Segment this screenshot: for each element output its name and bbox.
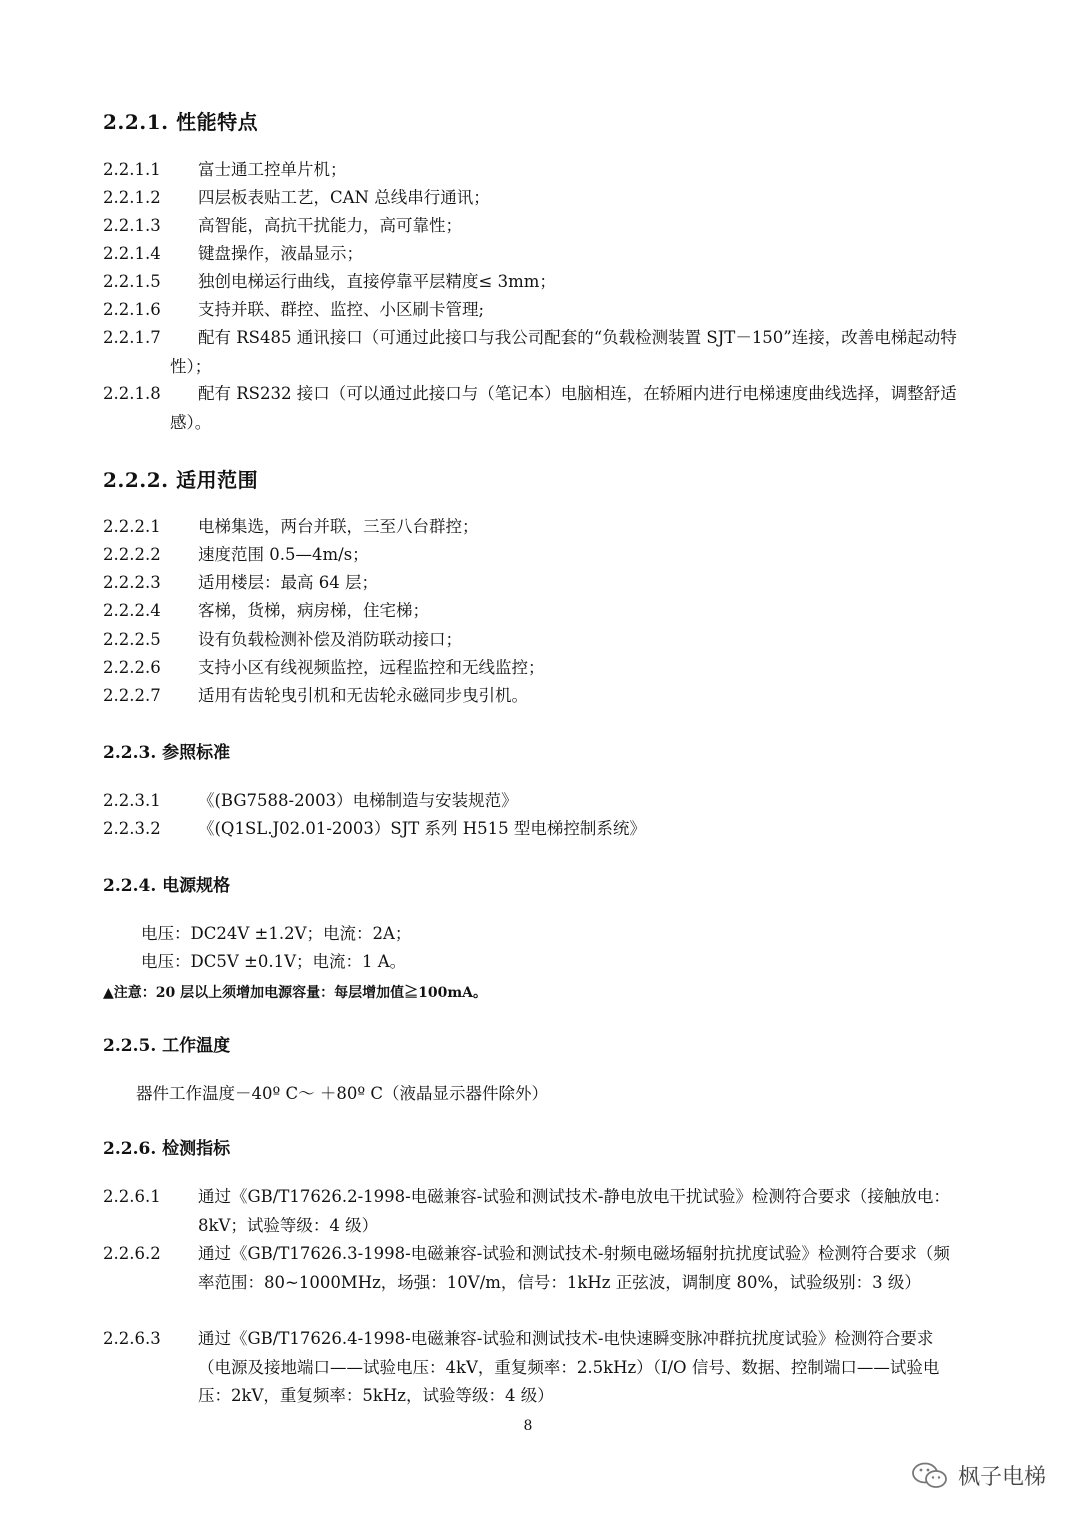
power-spec-line: 电压：DC24V ±1.2V；电流：2A； [141,924,412,943]
list-item: 2.2.1.1 富士通工控单片机； [103,160,347,179]
list-item: 2.2.1.6 支持并联、群控、监控、小区刷卡管理; [103,300,485,319]
list-item: 2.2.2.2 速度范围 0.5—4m/s； [103,545,369,564]
list-item: 2.2.1.3 高智能，高抗干扰能力，高可靠性； [103,216,462,235]
list-item: 2.2.6.2 通过《GB/T17626.3-1998-电磁兼容-试验和测试技术-射频电磁场辐射抗扰度试验》检测符合要求（频率范围：80~1000MHz，场强：10V/m，信号：1kHz 正弦波，调制度 80%，试验级别：3 级） [103,1244,950,1292]
list-item: 2.2.3.2 《(Q1SL.J02.01-2003）SJT 系列 H515 型电梯控制系统》 [103,819,646,838]
list-item: 2.2.2.7 适用有齿轮曳引机和无齿轮永磁同步曳引机。 [103,686,528,705]
section-heading-2-2-6: 2.2.6. 检测指标 [103,1139,231,1159]
section-heading-2-2-5: 2.2.5. 工作温度 [103,1036,231,1056]
power-spec-line: 电压：DC5V ±0.1V；电流：1 A。 [141,952,407,971]
watermark [910,1460,1046,1491]
list-item: 2.2.1.2 四层板表贴工艺，CAN 总线串行通讯； [103,188,490,207]
list-item: 2.2.1.8 配有 RS232 接口（可以通过此接口与（笔记本）电脑相连，在轿厢内进行电梯速度曲线选择，调整舒适感）。 [103,384,957,432]
list-item: 2.2.2.6 支持小区有线视频监控，远程监控和无线监控； [103,658,545,677]
list-item: 2.2.2.1 电梯集选，两台并联，三至八台群控； [103,517,479,536]
list-item: 2.2.2.4 客梯，货梯，病房梯，住宅梯； [103,601,429,620]
list-item: 2.2.6.1 通过《GB/T17626.2-1998-电磁兼容-试验和测试技术-静电放电干扰试验》检测符合要求（接触放电：8kV；试验等级：4 级） [103,1187,950,1235]
temperature-line: 器件工作温度－40º C～ ＋80º C（液晶显示器件除外） [136,1084,548,1103]
list-item: 2.2.2.5 设有负载检测补偿及消防联动接口； [103,630,462,649]
power-note: ▲注意：20 层以上须增加电源容量：每层增加值≧100mA。 [103,985,488,1001]
wechat-icon [910,1461,950,1491]
section-heading-2-2-3: 2.2.3. 参照标准 [103,743,231,763]
watermark-text: 枫子电梯 [957,1465,1046,1490]
list-item: 2.2.2.3 适用楼层：最高 64 层； [103,573,378,592]
list-item: 2.2.6.3 通过《GB/T17626.4-1998-电磁兼容-试验和测试技术-电快速瞬变脉冲群抗扰度试验》检测符合要求（电源及接地端口——试验电压：4kV，重复频率：2.5kHz）（I/O 信号、数据、控制端口——试验电压：2kV，重复频率：5kHz，试验等级：4 级） [103,1329,940,1405]
section-heading-2-2-1: 2.2.1. 性能特点 [103,110,259,134]
list-item: 2.2.1.7 配有 RS485 通讯接口（可通过此接口与我公司配套的“负载检测装置 SJT－150”连接，改善电梯起动特性）； [103,328,957,376]
list-item: 2.2.3.1 《(BG7588-2003）电梯制造与安装规范》 [103,791,518,810]
section-heading-2-2-4: 2.2.4. 电源规格 [103,876,231,896]
list-item: 2.2.1.5 独创电梯运行曲线，直接停靠平层精度≤ 3mm； [103,272,556,291]
page-number: 8 [523,1418,533,1434]
section-heading-2-2-2: 2.2.2. 适用范围 [103,468,259,492]
list-item: 2.2.1.4 键盘操作，液晶显示； [103,244,363,263]
